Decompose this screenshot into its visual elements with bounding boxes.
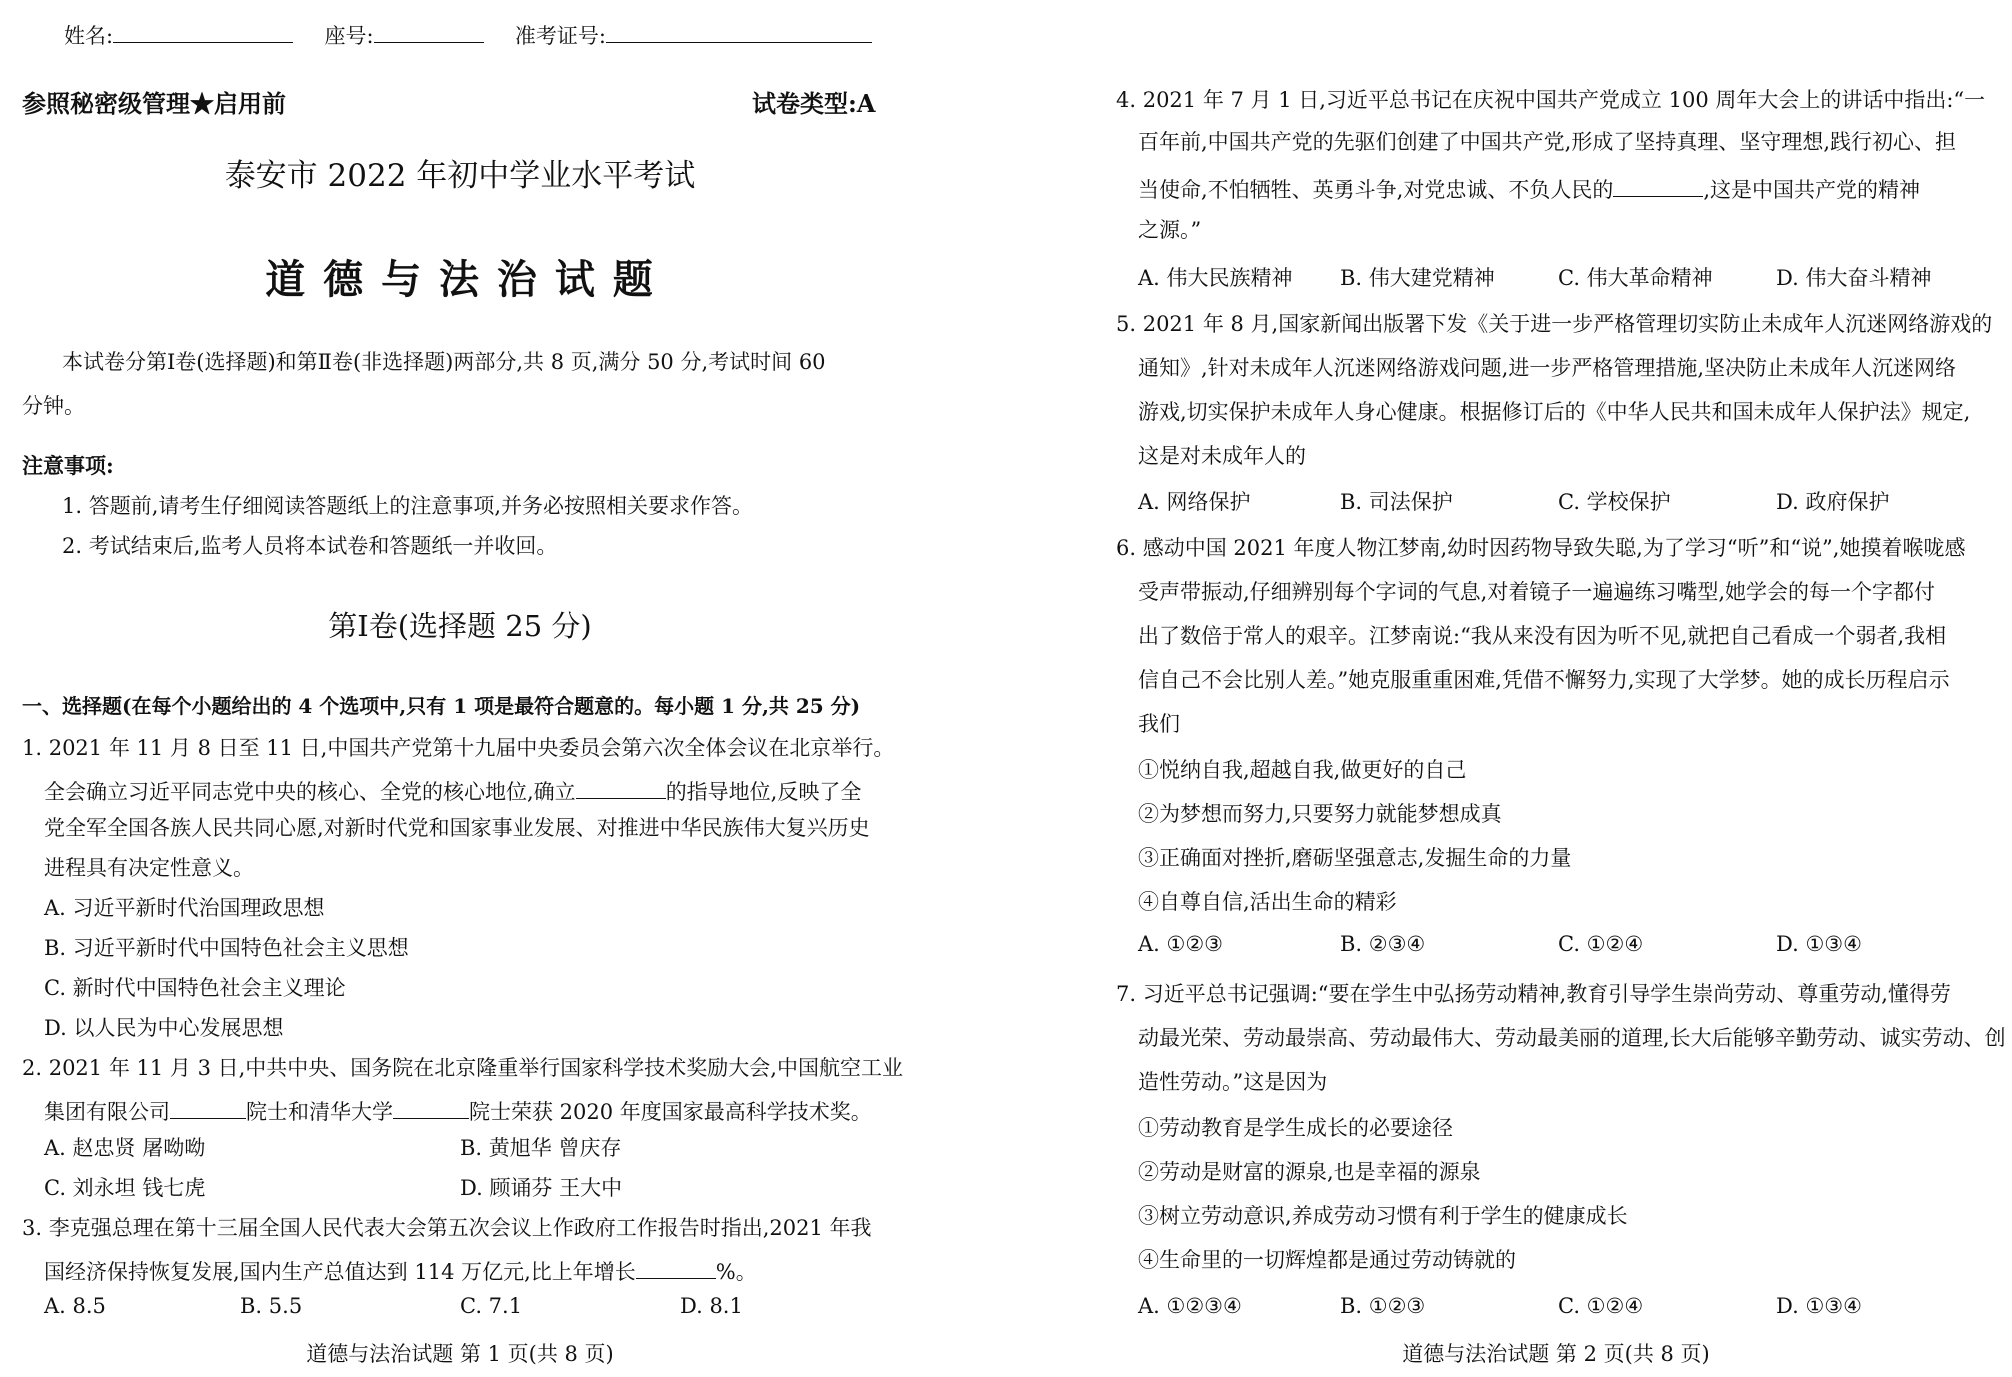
seat-blank [374,16,484,43]
q6-line-3: 出了数倍于常人的艰辛。江梦南说:“我从来没有因为听不见,就把自己看成一个弱者,我相 [1138,624,1947,648]
q3-line-2 [44,1252,757,1286]
q3-option-b: B. 5.5 [240,1294,303,1318]
q1-option-b: B. 习近平新时代中国特色社会主义思想 [44,936,409,960]
q7-line-1: 7. 习近平总书记强调:“要在学生中弘扬劳动精神,教育引导学生崇尚劳动、尊重劳动,懂得劳 [1116,982,1951,1006]
subject-title: 道 德 与 法 治 试 题 [265,256,655,303]
q1-line-2 [44,772,861,806]
q1-blank [576,772,666,799]
q1-option-a: A. 习近平新时代治国理政思想 [44,896,325,920]
q5-line-1: 5. 2021 年 8 月,国家新闻出版署下发《关于进一步严格管理切实防止未成年人沉迷网络游戏的 [1116,312,1993,336]
q6-option-c: C. ①②④ [1558,932,1644,956]
q7-statement-4: ④生命里的一切辉煌都是通过劳动铸就的 [1138,1248,1516,1272]
q4-option-b: B. 伟大建党精神 [1340,266,1495,290]
q7-option-b: B. ①②③ [1340,1294,1426,1318]
header-fields [64,16,872,50]
exam-title: 泰安市 2022 年初中学业水平考试 [224,158,696,194]
note-1: 1. 答题前,请考生仔细阅读答题纸上的注意事项,并务必按照相关要求作答。 [62,494,754,518]
q6-statement-2: ②为梦想而努力,只要努力就能梦想成真 [1138,802,1502,826]
q4-line-2: 百年前,中国共产党的先驱们创建了中国共产党,形成了坚持真理、坚守理想,践行初心、担 [1138,130,1957,154]
q6-line-1: 6. 感动中国 2021 年度人物江梦南,幼时因药物导致失聪,为了学习“听”和“说”,她摸着喉咙感 [1116,536,1966,560]
q2-line-2 [44,1092,872,1126]
q2-line-2a: 集团有限公司 [44,1100,170,1124]
q2-line-1: 2. 2021 年 11 月 3 日,中共中央、国务院在北京隆重举行国家科学技术奖励大会,中国航空工业 [22,1056,903,1080]
q3-option-a: A. 8.5 [44,1294,106,1318]
q6-statement-1: ①悦纳自我,超越自我,做更好的自己 [1138,758,1467,782]
q6-option-a: A. ①②③ [1138,932,1223,956]
q6-option-b: B. ②③④ [1340,932,1426,956]
q1-line-2a: 全会确立习近平同志党中央的核心、全党的核心地位,确立 [44,780,576,804]
q2-line-2c: 院士荣获 2020 年度国家最高科学技术奖。 [469,1100,872,1124]
q5-line-3: 游戏,切实保护未成年人身心健康。根据修订后的《中华人民共和国未成年人保护法》规定, [1138,400,1971,424]
q6-line-4: 信自己不会比别人差。”她克服重重困难,凭借不懈努力,实现了大学梦。她的成长历程启示 [1138,668,1950,692]
q2-blank-2 [393,1092,469,1119]
q2-option-a: A. 赵忠贤 屠呦呦 [44,1136,206,1160]
q2-option-d: D. 顾诵芬 王大中 [460,1176,623,1200]
page-1-footer: 道德与法治试题 第 1 页(共 8 页) [306,1342,614,1366]
q3-line-1: 3. 李克强总理在第十三届全国人民代表大会第五次会议上作政府工作报告时指出,2021 年我 [22,1216,872,1240]
q3-blank [636,1252,716,1279]
q4-line-1: 4. 2021 年 7 月 1 日,习近平总书记在庆祝中国共产党成立 100 周年大会上的讲话中指出:“一 [1116,88,1986,112]
q1-option-d: D. 以人民为中心发展思想 [44,1016,284,1040]
q4-line-4: 之源。” [1138,218,1202,242]
paper-type: 试卷类型:A [752,89,876,118]
intro-line-1: 本试卷分第Ⅰ卷(选择题)和第Ⅱ卷(非选择题)两部分,共 8 页,满分 50 分,考试时间 60 [62,350,826,374]
q3-line-2b: %。 [715,1260,757,1284]
q5-option-d: D. 政府保护 [1776,490,1890,514]
q6-option-d: D. ①③④ [1776,932,1862,956]
q6-statement-3: ③正确面对挫折,磨砺坚强意志,发掘生命的力量 [1138,846,1572,870]
q7-line-2: 动最光荣、劳动最崇高、劳动最伟大、劳动最美丽的道理,长大后能够辛勤劳动、诚实劳动、创 [1138,1026,2006,1050]
q4-option-d: D. 伟大奋斗精神 [1776,266,1932,290]
q2-option-b: B. 黄旭华 曾庆存 [460,1136,622,1160]
q3-option-c: C. 7.1 [460,1294,523,1318]
q6-line-2: 受声带振动,仔细辨别每个字词的气息,对着镜子一遍遍练习嘴型,她学会的每一个字都付 [1138,580,1936,604]
page-2 [1000,0,2012,1377]
page-1 [0,0,1000,1377]
q4-option-a: A. 伟大民族精神 [1138,266,1293,290]
q7-statement-2: ②劳动是财富的源泉,也是幸福的源泉 [1138,1160,1481,1184]
q1-line-2b: 的指导地位,反映了全 [665,780,862,804]
q4-line-3 [1138,170,1920,204]
q7-line-3: 造性劳动。”这是因为 [1138,1070,1328,1094]
q5-option-b: B. 司法保护 [1340,490,1453,514]
part-heading: 一、选择题(在每个小题给出的 4 个选项中,只有 1 项是最符合题意的。每小题 1 分,共 25 分) [22,694,861,718]
q5-option-a: A. 网络保护 [1138,490,1251,514]
q3-option-d: D. 8.1 [680,1294,743,1318]
intro-line-2: 分钟。 [22,394,85,418]
ticket-blank [606,16,872,43]
q5-line-4: 这是对未成年人的 [1138,444,1306,468]
q7-option-a: A. ①②③④ [1138,1294,1242,1318]
q1-option-c: C. 新时代中国特色社会主义理论 [44,976,346,1000]
name-label: 姓名: [64,24,114,48]
q4-blank [1613,170,1703,197]
q7-option-c: C. ①②④ [1558,1294,1644,1318]
q1-line-3: 党全军全国各族人民共同心愿,对新时代党和国家事业发展、对推进中华民族伟大复兴历史 [44,816,870,840]
q3-line-2a: 国经济保持恢复发展,国内生产总值达到 114 万亿元,比上年增长 [44,1260,636,1284]
q4-line-3b: ,这是中国共产党的精神 [1703,178,1921,202]
q6-statement-4: ④自尊自信,活出生命的精彩 [1138,890,1397,914]
q2-line-2b: 院士和清华大学 [246,1100,393,1124]
section-title: 第Ⅰ卷(选择题 25 分) [328,609,592,643]
q2-option-c: C. 刘永坦 钱七虎 [44,1176,206,1200]
seat-label: 座号: [324,24,374,48]
note-2: 2. 考试结束后,监考人员将本试卷和答题纸一并收回。 [62,534,558,558]
confidential-label: 参照秘密级管理★启用前 [22,89,286,118]
q4-option-c: C. 伟大革命精神 [1558,266,1713,290]
q5-line-2: 通知》,针对未成年人沉迷网络游戏问题,进一步严格管理措施,坚决防止未成年人沉迷网络 [1138,356,1957,380]
name-blank [113,16,293,43]
notes-heading: 注意事项: [22,453,114,478]
q7-statement-3: ③树立劳动意识,养成劳动习惯有利于学生的健康成长 [1138,1204,1628,1228]
q1-line-4: 进程具有决定性意义。 [44,856,254,880]
q5-option-c: C. 学校保护 [1558,490,1671,514]
q6-line-5: 我们 [1138,712,1180,736]
q1-line-1: 1. 2021 年 11 月 8 日至 11 日,中国共产党第十九届中央委员会第六次全体会议在北京举行。 [22,736,895,760]
q2-blank-1 [170,1092,246,1119]
page-2-footer: 道德与法治试题 第 2 页(共 8 页) [1402,1342,1710,1366]
q7-option-d: D. ①③④ [1776,1294,1862,1318]
ticket-label: 准考证号: [514,24,606,48]
q4-line-3a: 当使命,不怕牺牲、英勇斗争,对党忠诚、不负人民的 [1138,178,1614,202]
q7-statement-1: ①劳动教育是学生成长的必要途径 [1138,1116,1453,1140]
